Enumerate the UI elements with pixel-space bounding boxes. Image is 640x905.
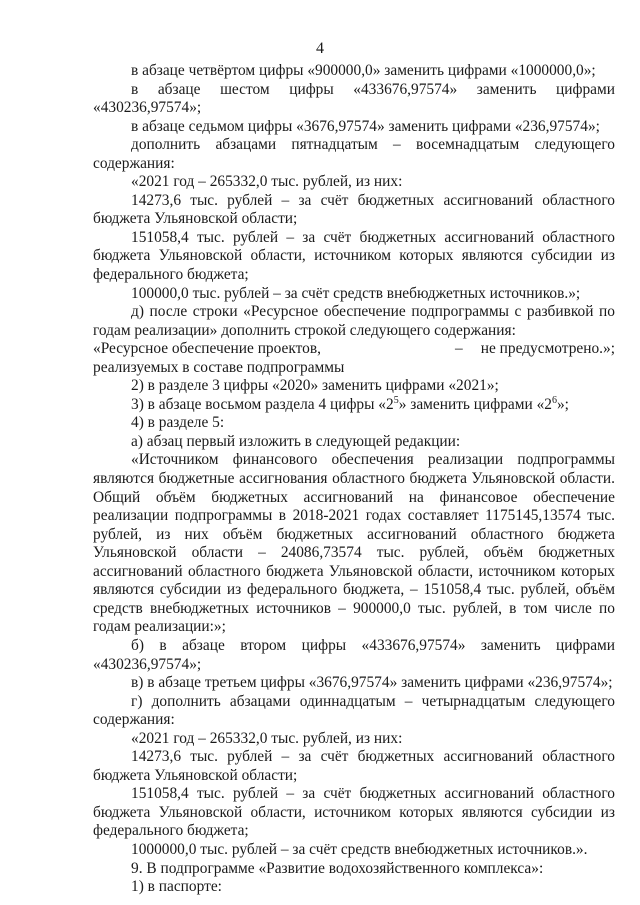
paragraph: в абзаце шестом цифры «433676,97574» заменить цифрами «430236,97574»; — [93, 80, 615, 117]
paragraph: 2) в разделе 3 цифры «2020» заменить цифрами «2021»; — [131, 377, 499, 395]
exponent-from: 5 — [393, 394, 399, 406]
resource-row-label-continued: реализуемых в составе подпрограммы — [93, 358, 345, 376]
paragraph: 151058,4 тыс. рублей – за счёт бюджетных ассигнований областного бюджета Ульяновской области, источником которых являются субсидии из федерального бюджета; — [93, 785, 615, 840]
paragraph: дополнить абзацами пятнадцатым – восемнадцатым следующего содержания: — [93, 136, 615, 172]
paragraph-text: »; — [556, 395, 569, 413]
paragraph: «Источником финансового обеспечения реализации подпрограммы являются бюджетные ассигнования областного бюджета Ульяновской области. Общий объём бюджетных ассигнований на финансовое обеспечение реализации подпрограммы в 2018-2021 годах составляет 1175145,13574 тыс. рублей, из них объём бюджетных ассигнований областного бюджета Ульяновской области – 24086,73574 тыс. рублей, объём бюджетных ассигнований областного бюджета Ульяновской области, источником которых являются субсидии из федерального бюджета, – 151058,4 тыс. рублей, объём средств внебюджетных источников – 900000,0 тыс. рублей, в том числе по годам реализации:»; — [93, 451, 615, 636]
paragraph-text: 3) в абзаце восьмом раздела 4 цифры «2 — [131, 395, 394, 413]
paragraph: 14273,6 тыс. рублей – за счёт бюджетных ассигнований областного бюджета Ульяновской области; — [93, 748, 615, 784]
document-body — [93, 62, 615, 897]
paragraph: а) абзац первый изложить в следующей редакции: — [131, 432, 461, 450]
resource-row — [93, 340, 615, 359]
paragraph: 9. В подпрограмме «Развитие водохозяйственного комплекса»: — [131, 859, 544, 877]
paragraph: в абзаце четвёртом цифры «900000,0» заменить цифрами «1000000,0»; — [131, 62, 596, 79]
paragraph: 151058,4 тыс. рублей – за счёт бюджетных ассигнований областного бюджета Ульяновской области, источником которых являются субсидии из федерального бюджета; — [93, 228, 615, 284]
page-number: 4 — [316, 40, 324, 57]
paragraph-with-exponents — [93, 396, 615, 415]
paragraph: 4) в разделе 5: — [131, 414, 225, 432]
resource-row-dash: – — [455, 340, 463, 358]
paragraph: 100000,0 тыс. рублей – за счёт средств внебюджетных источников.»; — [131, 284, 581, 302]
resource-row-value: не предусмотрено.»; — [480, 340, 615, 358]
paragraph: в) в абзаце третьем цифры «3676,97574» заменить цифрами «236,97574»; — [131, 674, 613, 692]
paragraph: г) дополнить абзацами одиннадцатым – четырнадцатым следующего содержания: — [93, 692, 615, 729]
paragraph: 1000000,0 тыс. рублей – за счёт средств внебюджетных источников.». — [131, 840, 588, 858]
resource-row-label: «Ресурсное обеспечение проектов, — [93, 340, 321, 358]
paragraph: в абзаце седьмом цифры «3676,97574» заменить цифрами «236,97574»; — [131, 117, 600, 135]
paragraph: 1) в паспорте: — [131, 878, 222, 896]
paragraph: б) в абзаце втором цифры «433676,97574» заменить цифрами «430236,97574»; — [93, 636, 615, 673]
exponent-to: 6 — [551, 394, 557, 406]
paragraph: «2021 год – 265332,0 тыс. рублей, из них: — [131, 729, 403, 747]
paragraph-text: » заменить цифрами «2 — [398, 395, 552, 413]
paragraph: д) после строки «Ресурсное обеспечение подпрограммы с разбивкой по годам реализации» дополнить строкой следующего содержания: — [93, 303, 615, 339]
paragraph: 14273,6 тыс. рублей – за счёт бюджетных ассигнований областного бюджета Ульяновской области; — [93, 191, 615, 228]
paragraph: «2021 год – 265332,0 тыс. рублей, из них: — [131, 173, 403, 191]
